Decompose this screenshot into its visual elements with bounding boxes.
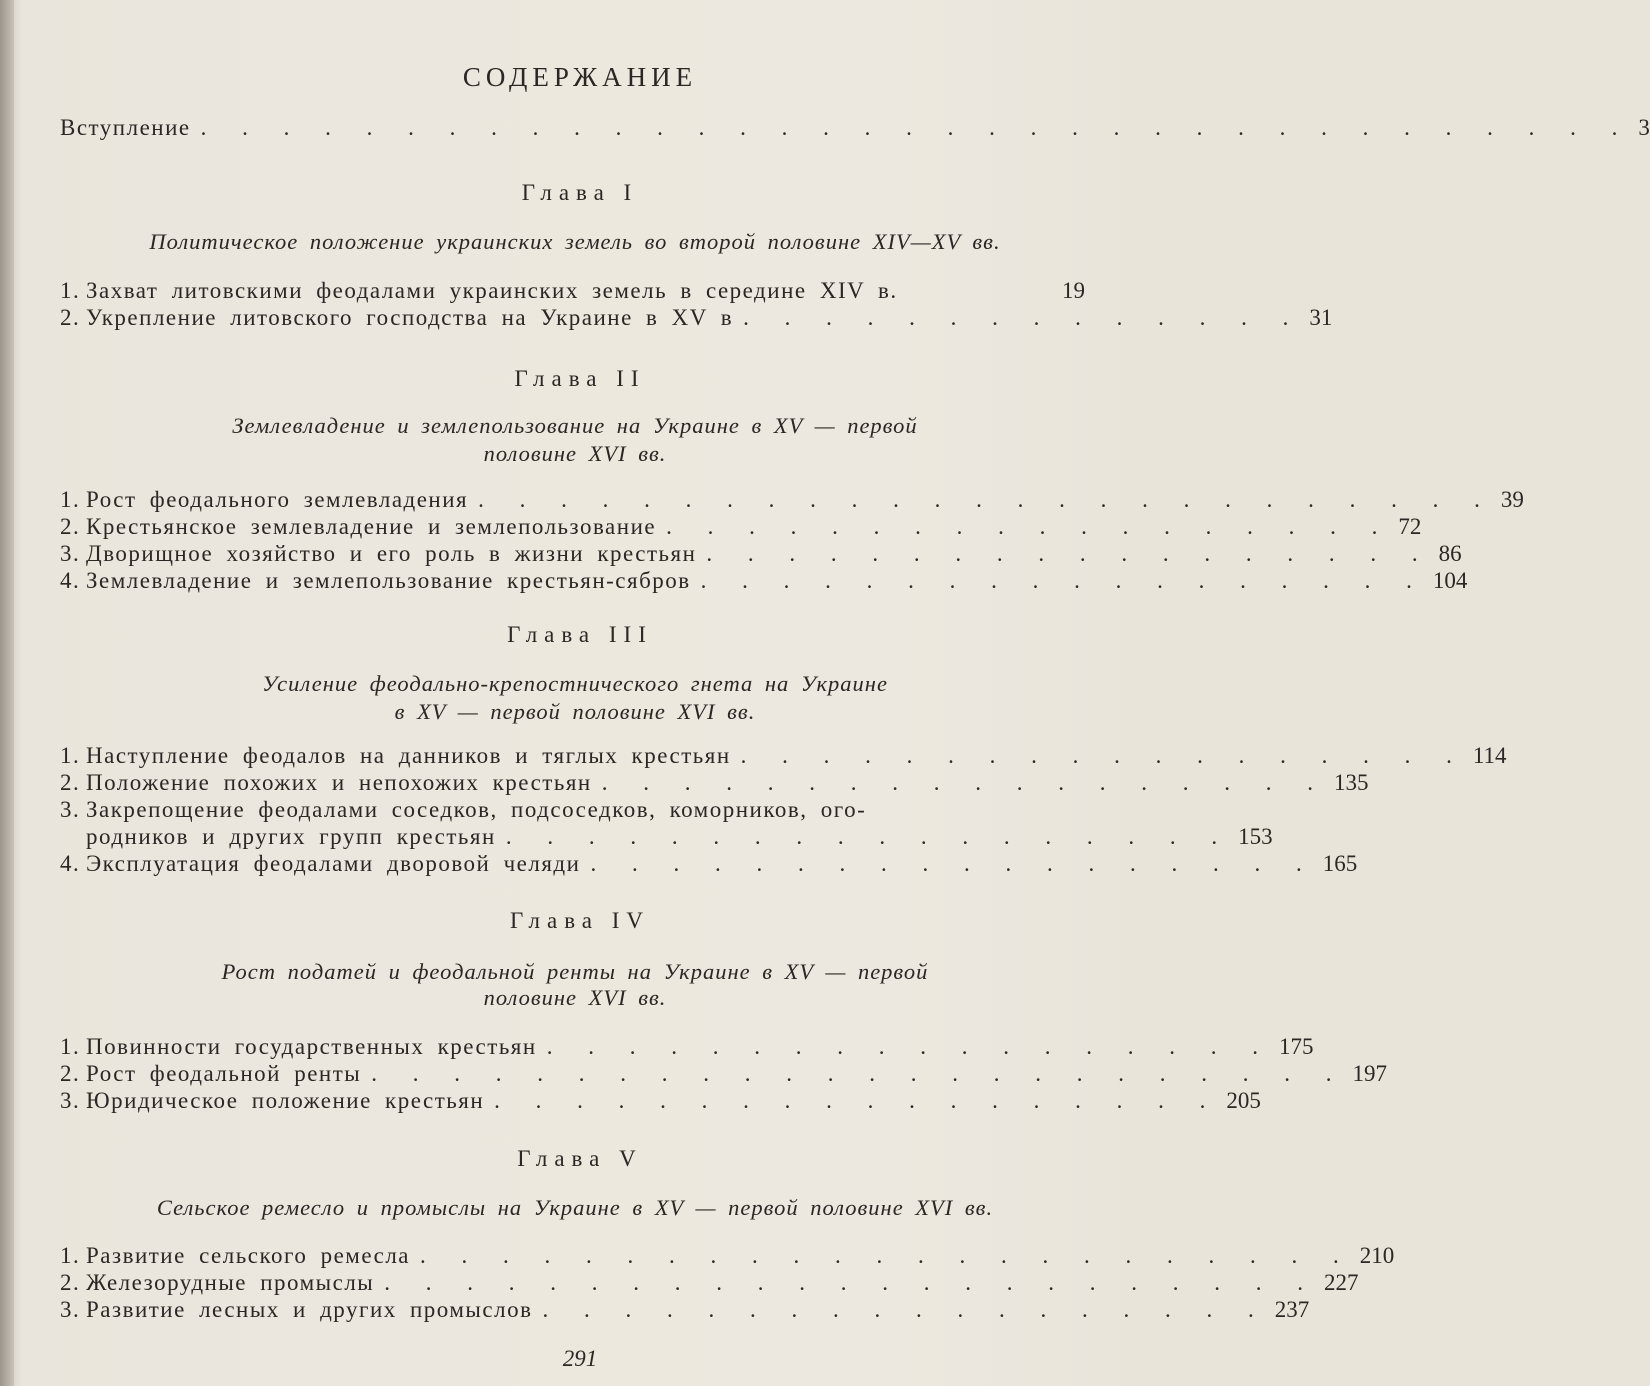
toc-page-number: 237: [1274, 1297, 1310, 1322]
toc-entry-text: Землевладение и землепользование крестьян-сябров: [86, 568, 691, 593]
toc-page-number: 31: [1309, 305, 1333, 330]
toc-entry[interactable]: [60, 305, 1333, 335]
leader-dots: . . . . . . . . . . . . . . . . . .: [700, 568, 1427, 593]
leader-dots: . . . . . . . . . . . . . . . . . . . . . . . .: [371, 1061, 1347, 1086]
toc-page-number: 153: [1238, 824, 1273, 849]
toc-entry[interactable]: [60, 1034, 1314, 1064]
leader-dots: . . . . . . . . . . . . . . . . . . . . . . .: [420, 1243, 1354, 1268]
toc-entry-text: Рост феодального землевладения: [86, 487, 469, 512]
chapter-heading: Глава V: [517, 1146, 643, 1171]
toc-entry-number: 2.: [60, 770, 81, 795]
page-number-footer: 291: [562, 1346, 598, 1371]
toc-entry-text: Укрепление литовского господства на Украине в XV в: [86, 305, 734, 330]
toc-entry[interactable]: [60, 1243, 1395, 1273]
chapter-subtitle: половине XVI вв.: [483, 441, 667, 466]
toc-page-number: 72: [1398, 514, 1422, 539]
leader-dots: . . . . . . . . . . . . . . . . . . . . . . . . .: [478, 487, 1495, 512]
toc-entry-number: 3.: [60, 541, 81, 566]
toc-entry[interactable]: [60, 541, 1462, 571]
toc-page-number: 104: [1432, 568, 1468, 593]
leader-dots: . . . . . . . . . . . . . . . . . . . . . . . . . . . . . . . . . . .: [200, 115, 1633, 140]
toc-entry[interactable]: [60, 851, 1358, 881]
chapter-subtitle: в XV — первой половине XVI вв.: [394, 699, 756, 724]
toc-entry-text: Юридическое положение крестьян: [86, 1088, 485, 1113]
toc-entry-text: Дворищное хозяйство и его роль в жизни крестьян: [86, 541, 697, 566]
toc-entry-number: 4.: [60, 568, 81, 593]
toc-page-number: 210: [1359, 1243, 1395, 1268]
toc-page-number: 205: [1226, 1088, 1261, 1113]
chapter-subtitle: Рост податей и феодальной ренты на Украине в XV — первой: [221, 959, 929, 984]
toc-entry-number: 1.: [60, 487, 81, 512]
chapter-subtitle: Усиление феодально-крепостнического гнета на Украине: [262, 671, 888, 696]
page-title: СОДЕРЖАНИЕ: [462, 62, 698, 92]
toc-entry-number: 2.: [60, 305, 81, 330]
toc-entry-text: Закрепощение феодалами соседков, подсоседков, коморников, ого-: [86, 797, 867, 822]
toc-entry-number: 4.: [60, 851, 81, 876]
toc-page-number: 175: [1278, 1034, 1314, 1059]
leader-dots: . . . . . . . . . . . . . . . . . .: [546, 1034, 1273, 1059]
toc-entry-number: 2.: [60, 514, 81, 539]
toc-entry-text: Повинности государственных крестьян: [86, 1034, 537, 1059]
toc-page-number: 165: [1322, 851, 1358, 876]
toc-page-number: 39: [1500, 487, 1524, 512]
toc-page-number: 227: [1324, 1270, 1359, 1295]
toc-entry-number: 2.: [60, 1061, 81, 1086]
chapter-subtitle: Политическое положение украинских земель во второй половине XIV—XV вв.: [149, 229, 1001, 254]
toc-entry[interactable]: [60, 487, 1524, 517]
toc-entry-number: 1.: [60, 743, 81, 768]
leader-dots: . . . . . . . . . . . . . . . . . .: [494, 1088, 1221, 1113]
toc-entry-number: 3.: [60, 797, 81, 822]
toc-page-number: 86: [1438, 541, 1462, 566]
chapter-heading: Глава I: [521, 180, 639, 205]
toc-entry-continuation[interactable]: [60, 824, 1273, 854]
toc-entry-text: Захват литовскими феодалами украинских земель в середине XIV в.: [86, 278, 898, 303]
toc-page-number: 19: [1062, 278, 1085, 303]
toc-entry-number: 1.: [60, 278, 81, 303]
chapter-subtitle: половине XVI вв.: [483, 985, 667, 1010]
toc-entry[interactable]: [60, 1297, 1310, 1327]
chapter-subtitle: Землевладение и землепользование на Украине в XV — первой: [232, 413, 918, 438]
chapter-subtitle: Сельское ремесло и промыслы на Украине в XV — первой половине XVI вв.: [156, 1195, 994, 1220]
toc-entry[interactable]: [60, 1270, 1359, 1300]
chapter-heading: Глава IV: [509, 908, 651, 933]
leader-dots: . . . . . . . . . . . . . . . . . .: [666, 514, 1393, 539]
toc-entry-text: Железорудные промыслы: [86, 1270, 375, 1295]
toc-page-number: 135: [1333, 770, 1369, 795]
toc-entry[interactable]: [60, 514, 1422, 544]
toc-entry[interactable]: [60, 743, 1507, 773]
toc-entry-number: 3.: [60, 1088, 81, 1113]
toc-entry-text: родников и других групп крестьян: [86, 824, 496, 849]
toc-entry-text: Положение похожих и непохожих крестьян: [86, 770, 592, 795]
leader-dots: . . . . . . . . . . . . . . . . . .: [542, 1297, 1269, 1322]
chapter-heading: Глава III: [507, 622, 653, 647]
toc-entry-number: 1.: [60, 1034, 81, 1059]
toc-page-number: 197: [1352, 1061, 1387, 1086]
toc-entry[interactable]: [60, 770, 1369, 800]
leader-dots: . . . . . . . . . . . . . . . . . .: [590, 851, 1317, 876]
toc-entry-intro[interactable]: [60, 115, 1650, 145]
toc-entry-text: Крестьянское землевладение и землепользование: [86, 514, 657, 539]
toc-entry-number: 3.: [60, 1297, 81, 1322]
leader-dots: . . . . . . . . . . . . . . . . . . . . . . .: [384, 1270, 1319, 1295]
toc-entry-text: Развитие сельского ремесла: [86, 1243, 411, 1268]
leader-dots: . . . . . . . . . . . . . . . . . .: [505, 824, 1233, 849]
toc-entry-number: 2.: [60, 1270, 81, 1295]
toc-entry[interactable]: [60, 568, 1468, 598]
leader-dots: . . . . . . . . . . . . . . . . . .: [740, 743, 1467, 768]
toc-entry-text: Наступление феодалов на данников и тяглых крестьян: [86, 743, 731, 768]
toc-entry-text: Рост феодальной ренты: [86, 1061, 362, 1086]
toc-entry-text: Вступление: [60, 115, 191, 140]
toc-entry-text: Развитие лесных и других промыслов: [86, 1297, 533, 1322]
toc-entry[interactable]: [60, 797, 1085, 827]
leader-dots: . . . . . . . . . . . . . .: [743, 305, 1304, 330]
leader-dots: . . . . . . . . . . . . . . . . . .: [601, 770, 1328, 795]
leader-dots: . . . . . . . . . . . . . . . . . .: [706, 541, 1433, 566]
toc-entry[interactable]: [60, 278, 1085, 308]
toc-entry-text: Эксплуатация феодалами дворовой челяди: [86, 851, 581, 876]
toc-entry[interactable]: [60, 1061, 1387, 1091]
toc-page-number: 114: [1472, 743, 1507, 768]
toc-entry-number: 1.: [60, 1243, 81, 1268]
chapter-heading: Глава II: [514, 366, 646, 391]
toc-entry[interactable]: [60, 1088, 1261, 1118]
toc-page-number: 3: [1638, 115, 1650, 140]
